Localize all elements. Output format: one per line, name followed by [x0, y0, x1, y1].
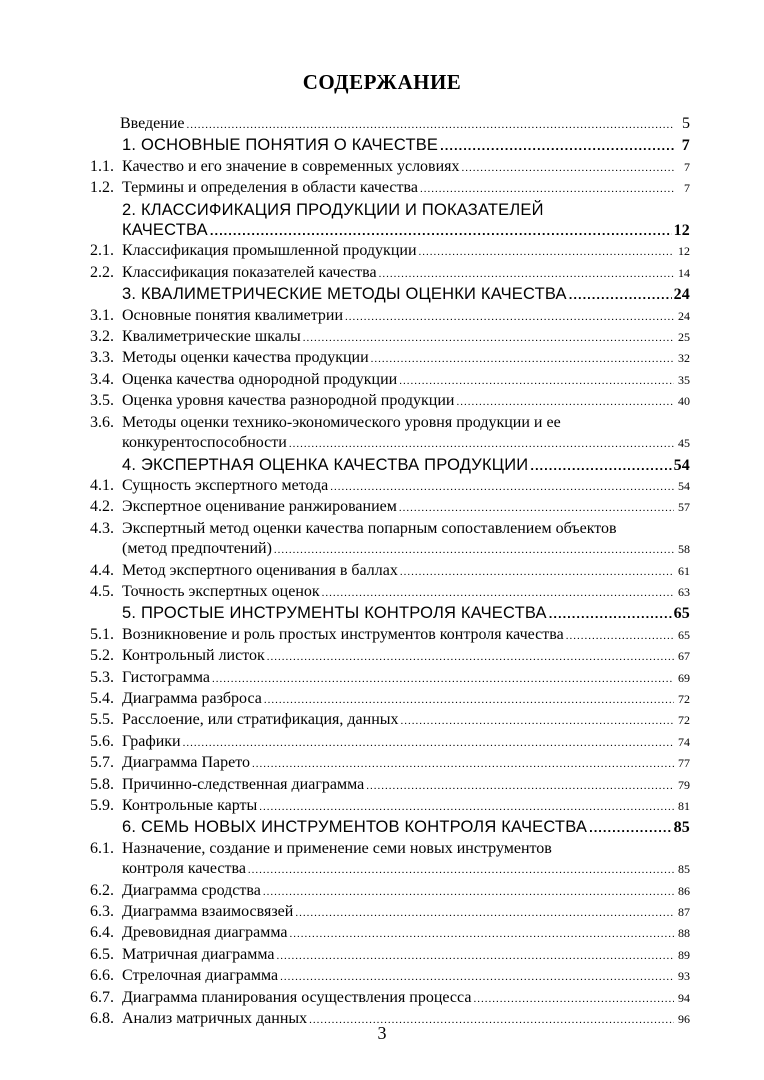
toc-label: Классификация промышленной продукции: [122, 242, 417, 260]
page-title: СОДЕРЖАНИЕ: [302, 70, 462, 94]
toc-entry-introduction: [90, 114, 690, 135]
leader-dots: [267, 646, 674, 667]
toc-entry: [90, 241, 690, 262]
leader-dots: [566, 625, 674, 646]
toc-entry: [90, 732, 690, 753]
toc-page: 72: [678, 713, 690, 728]
toc-label: Назначение, создание и применение семи новых инструментов: [122, 839, 552, 857]
toc-page: 87: [678, 905, 690, 920]
toc-entry: [90, 582, 690, 603]
leader-dots: [276, 945, 674, 966]
toc-label: Диаграмма сродства: [122, 881, 261, 899]
toc-number: 5.6.: [90, 732, 114, 750]
toc-chapter-4: [90, 455, 690, 476]
toc-label: 1. ОСНОВНЫЕ ПОНЯТИЯ О КАЧЕСТВЕ: [122, 136, 439, 155]
toc-page: 25: [678, 330, 690, 345]
toc-page: 57: [678, 500, 690, 515]
toc-entry: [90, 753, 690, 774]
toc-entry: [90, 796, 690, 817]
toc-page: 89: [678, 947, 690, 962]
toc-page: 86: [678, 883, 690, 898]
toc-label: Термины и определения в области качества: [122, 179, 418, 197]
leader-dots: [456, 391, 674, 412]
toc-number: 5.3.: [90, 668, 114, 686]
toc-page: 40: [678, 394, 690, 409]
toc-label: Точность экспертных оценок: [122, 582, 320, 600]
leader-dots: [440, 135, 674, 156]
toc-page: 32: [678, 351, 690, 366]
leader-dots: [401, 710, 674, 731]
toc-number: 2.1.: [90, 242, 114, 260]
toc-number: 3.5.: [90, 392, 114, 410]
toc-label: Диаграмма планирования осуществления процесса: [122, 988, 472, 1006]
toc-number: 4.1.: [90, 476, 114, 494]
toc-page: 69: [678, 670, 690, 685]
toc-number: 5.8.: [90, 775, 114, 793]
leader-dots: [289, 433, 674, 454]
toc-number: 6.6.: [90, 967, 114, 985]
leader-dots: [371, 348, 674, 369]
leader-dots: [462, 157, 674, 178]
toc-label: 4. ЭКСПЕРТНАЯ ОЦЕНКА КАЧЕСТВА ПРОДУКЦИИ: [122, 455, 529, 474]
toc-number: 4.3.: [90, 519, 114, 537]
leader-dots: [530, 455, 671, 476]
leader-dots: [259, 796, 674, 817]
leader-dots: [295, 902, 674, 923]
toc-label: 3. КВАЛИМЕТРИЧЕСКИЕ МЕТОДЫ ОЦЕНКИ КАЧЕСТВА: [122, 285, 567, 304]
leader-dots: [366, 775, 674, 796]
toc-page: 7: [684, 159, 690, 174]
leader-dots: [303, 327, 674, 348]
leader-dots: [549, 603, 672, 624]
toc-entry: [90, 945, 690, 966]
toc-entry: [90, 839, 690, 881]
toc-label: 2. КЛАССИФИКАЦИЯ ПРОДУКЦИИ И ПОКАЗАТЕЛЕЙ: [122, 200, 544, 219]
toc-page: 88: [678, 926, 690, 941]
toc-label: Диаграмма взаимосвязей: [122, 903, 294, 921]
toc-label: Качество и его значение в современных условиях: [122, 157, 460, 175]
toc-label: 6. СЕМЬ НОВЫХ ИНСТРУМЕНТОВ КОНТРОЛЯ КАЧЕСТВА: [122, 818, 588, 837]
toc-entry: [90, 157, 690, 178]
toc-page: 74: [678, 734, 690, 749]
toc-entry: [90, 306, 690, 327]
toc-number: 3.4.: [90, 370, 114, 388]
toc-chapter-2: [90, 200, 690, 242]
table-of-contents: [90, 114, 690, 1030]
toc-number: 5.9.: [90, 797, 114, 814]
toc-label: Оценка уровня качества разнородной продукции: [122, 392, 455, 410]
toc-label: Древовидная диаграмма: [122, 924, 288, 942]
toc-chapter-6: [90, 817, 690, 838]
toc-number: 1.1.: [90, 157, 114, 175]
toc-entry: [90, 966, 690, 987]
leader-dots: [274, 539, 674, 560]
leader-dots: [183, 732, 674, 753]
leader-dots: [419, 241, 675, 262]
toc-entry: [90, 775, 690, 796]
leader-dots: [345, 306, 674, 327]
toc-number: 6.2.: [90, 881, 114, 899]
toc-page: 63: [678, 584, 690, 599]
toc-entry: [90, 668, 690, 689]
leader-dots: [252, 753, 674, 774]
toc-label: Гистограмма: [122, 668, 210, 686]
leader-dots: [473, 988, 674, 1009]
leader-dots: [187, 114, 675, 135]
toc-number: 3.6.: [90, 413, 114, 431]
toc-page: 94: [678, 990, 690, 1005]
toc-chapter-5: [90, 603, 690, 624]
toc-number: 4.4.: [90, 561, 114, 579]
toc-number: 5.2.: [90, 647, 114, 665]
toc-entry: [90, 348, 690, 369]
toc-label: Контрольные карты: [122, 797, 258, 814]
toc-entry: [90, 263, 690, 284]
toc-entry: [90, 370, 690, 391]
toc-page: 54: [678, 478, 690, 493]
toc-page: 79: [678, 777, 690, 792]
toc-number: 6.8.: [90, 1010, 114, 1028]
toc-label: Возникновение и роль простых инструментов контроля качества: [122, 625, 564, 643]
leader-dots: [330, 476, 674, 497]
toc-number: 2.2.: [90, 263, 114, 281]
toc-page: 72: [678, 691, 690, 706]
toc-label-continued: конкурентоспособности: [122, 434, 287, 452]
leader-dots: [589, 817, 672, 838]
leader-dots: [210, 220, 672, 241]
toc-label: Контрольный листок: [122, 647, 265, 665]
toc-entry: [90, 391, 690, 412]
toc-page: 65: [673, 605, 690, 623]
toc-page: 7: [684, 181, 690, 196]
toc-chapter-1: [90, 135, 690, 156]
toc-number: 6.3.: [90, 903, 114, 921]
toc-label-continued: (метод предпочтений): [122, 540, 272, 558]
toc-entry: [90, 923, 690, 944]
toc-entry: [90, 561, 690, 582]
toc-label: Матричная диаграмма: [122, 945, 275, 963]
toc-label: Диаграмма Парето: [122, 754, 251, 772]
toc-page: 45: [678, 436, 690, 451]
toc-entry: [90, 476, 690, 497]
toc-label-continued: КАЧЕСТВА: [122, 221, 208, 240]
toc-number: 1.2.: [90, 179, 114, 197]
toc-chapter-3: [90, 284, 690, 305]
toc-label: Основные понятия квалиметрии: [122, 306, 344, 324]
toc-label: Стрелочная диаграмма: [122, 967, 279, 985]
toc-page: 96: [678, 1012, 690, 1027]
toc-label: Методы оценки качества продукции: [122, 349, 369, 367]
toc-label: Графики: [122, 732, 181, 750]
leader-dots: [420, 178, 674, 199]
toc-number: 6.1.: [90, 839, 114, 857]
toc-page: 24: [678, 308, 690, 323]
toc-entry: [90, 413, 690, 455]
page-number: 3: [377, 1023, 387, 1043]
toc-number: 3.1.: [90, 306, 114, 324]
toc-number: 6.5.: [90, 945, 114, 963]
toc-label: Причинно-следственная диаграмма: [122, 775, 365, 793]
toc-entry: [90, 519, 690, 561]
leader-dots: [399, 497, 674, 518]
toc-number: 4.2.: [90, 498, 114, 516]
toc-number: 5.1.: [90, 625, 114, 643]
toc-page: 12: [678, 244, 690, 259]
toc-page: 67: [678, 649, 690, 664]
toc-number: 4.5.: [90, 582, 114, 600]
toc-label: Квалиметрические шкалы: [122, 328, 301, 346]
leader-dots: [289, 923, 674, 944]
toc-entry: [90, 327, 690, 348]
toc-label: Анализ матричных данных: [122, 1010, 308, 1028]
toc-label: Расслоение, или стратификация, данных: [122, 711, 399, 729]
leader-dots: [248, 859, 674, 880]
toc-number: 3.2.: [90, 328, 114, 346]
toc-entry: [90, 988, 690, 1009]
leader-dots: [212, 668, 674, 689]
toc-entry: [90, 710, 690, 731]
leader-dots: [399, 370, 674, 391]
toc-entry: [90, 902, 690, 923]
toc-number: 3.3.: [90, 349, 114, 367]
toc-label: Введение: [120, 115, 185, 132]
toc-page: 93: [678, 969, 690, 984]
toc-label-continued: контроля качества: [122, 860, 246, 878]
toc-page: 54: [673, 456, 690, 474]
toc-page: 7: [681, 137, 690, 155]
toc-page: 85: [678, 862, 690, 877]
toc-page: 77: [678, 756, 690, 771]
leader-dots: [322, 582, 674, 603]
toc-entry: [90, 689, 690, 710]
toc-entry: [90, 646, 690, 667]
toc-entry: [90, 178, 690, 199]
toc-page: 61: [678, 563, 690, 578]
toc-number: 5.5.: [90, 711, 114, 729]
toc-label: Методы оценки технико-экономического уровня продукции и ее: [122, 413, 561, 431]
leader-dots: [264, 689, 674, 710]
toc-entry: [90, 625, 690, 646]
toc-label: Классификация показателей качества: [122, 263, 377, 281]
toc-label: Сущность экспертного метода: [122, 476, 329, 494]
toc-entry: [90, 497, 690, 518]
leader-dots: [400, 561, 674, 582]
toc-number: 5.4.: [90, 689, 114, 707]
toc-label: 5. ПРОСТЫЕ ИНСТРУМЕНТЫ КОНТРОЛЯ КАЧЕСТВА: [122, 604, 547, 623]
toc-page: 12: [673, 222, 690, 240]
toc-page: 24: [673, 286, 690, 304]
toc-page: 5: [682, 115, 690, 132]
toc-page: 85: [673, 819, 690, 837]
toc-label: Метод экспертного оценивания в баллах: [122, 561, 398, 579]
toc-label: Диаграмма разброса: [122, 689, 262, 707]
leader-dots: [379, 263, 674, 284]
toc-page: 81: [678, 799, 690, 813]
leader-dots: [569, 284, 672, 305]
toc-page: 58: [678, 542, 690, 557]
toc-label: Экспертный метод оценки качества попарным сопоставлением объектов: [122, 519, 617, 537]
toc-number: 6.7.: [90, 988, 114, 1006]
toc-entry: [90, 881, 690, 902]
toc-label: Экспертное оценивание ранжированием: [122, 498, 397, 516]
toc-page: 35: [678, 372, 690, 387]
toc-page: 65: [678, 627, 690, 642]
toc-number: 5.7.: [90, 754, 114, 772]
toc-number: 6.4.: [90, 924, 114, 942]
toc-page: 14: [678, 265, 690, 280]
leader-dots: [280, 966, 674, 987]
leader-dots: [263, 881, 674, 902]
toc-label: Оценка качества однородной продукции: [122, 370, 398, 388]
